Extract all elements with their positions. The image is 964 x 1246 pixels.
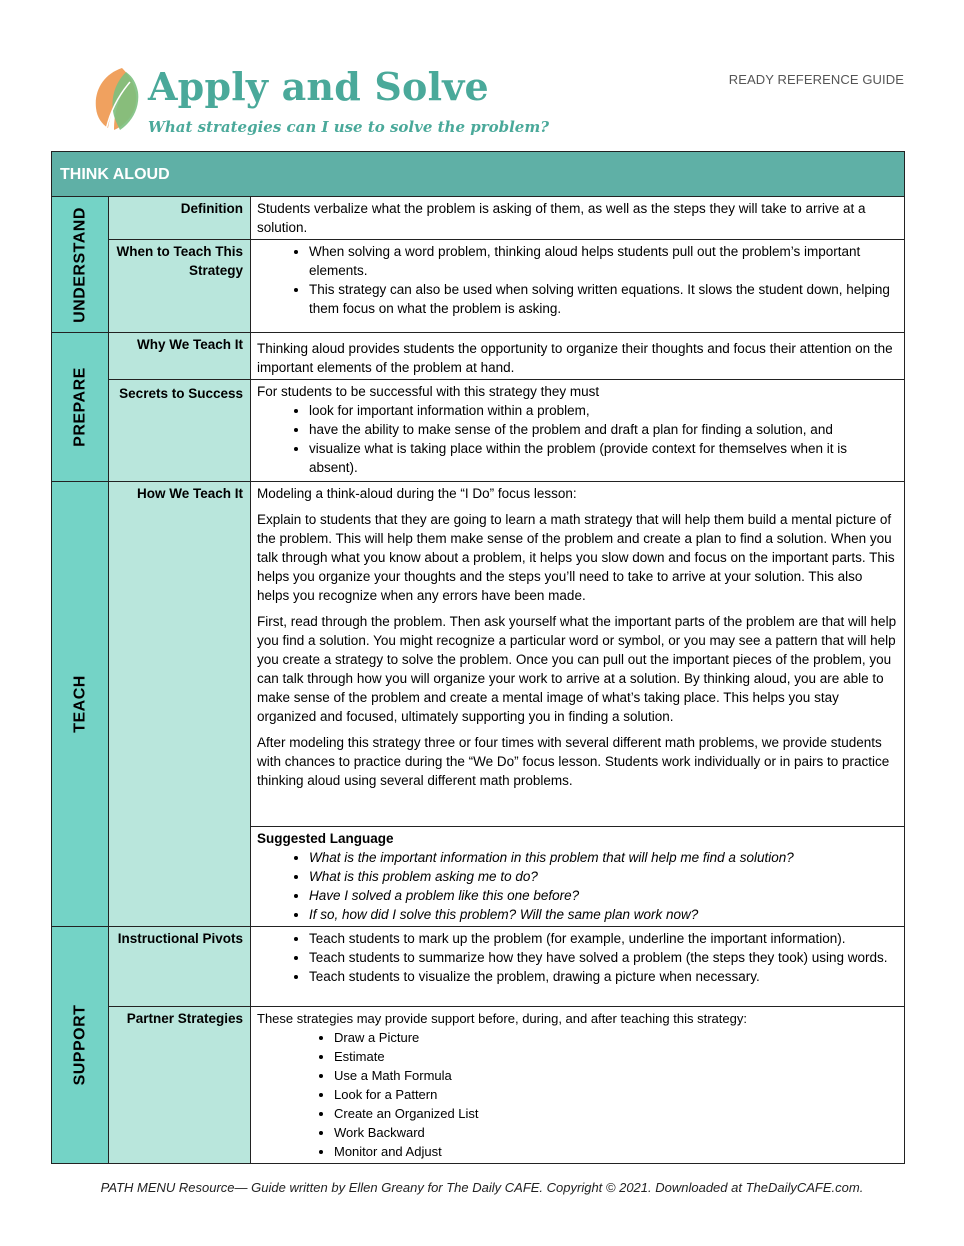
pivots-content (251, 927, 905, 1007)
list-item: • When solving a word problem, thinking aloud helps students pull out the problem’s important elements. (309, 242, 898, 280)
guide-label: READY REFERENCE GUIDE (728, 72, 904, 87)
partners-content (251, 1007, 905, 1164)
partners-intro: These strategies may provide support before, during, and after teaching this strategy: (257, 1011, 747, 1026)
leaf-logo-icon (92, 66, 140, 132)
section-label: SUPPORT (71, 1004, 89, 1086)
strategy-table (51, 151, 905, 1164)
row-label-secrets: Secrets to Success (109, 380, 251, 482)
list-item: • Look for a Pattern (334, 1085, 898, 1104)
row-label-pivots: Instructional Pivots (109, 927, 251, 1007)
paragraph: Modeling a think-aloud during the “I Do” focus lesson: (257, 486, 577, 501)
row-label-how-we-teach: How We Teach It (109, 482, 251, 927)
list-item: • visualize what is taking place within the problem (provide context for themselves when it is absent). (309, 439, 898, 477)
secrets-content (251, 380, 905, 482)
footer-text: PATH MENU Resource— Guide written by Ellen Greany for The Daily CAFE. Copyright © 2021. Downloaded at TheDailyCAFE.com. (100, 1180, 864, 1195)
row-label-when-to-teach: When to Teach This Strategy (109, 240, 251, 333)
secrets-intro: For students to be successful with this strategy they must (257, 384, 600, 399)
row-label-partners: Partner Strategies (109, 1007, 251, 1164)
list-item: • Work Backward (334, 1123, 898, 1142)
table-heading: THINK ALOUD (52, 152, 905, 197)
why-we-teach-text: Thinking aloud provides students the opportunity to organize their thoughts and focus their attention on the important elements of the problem at hand. (251, 333, 905, 380)
paragraph: After modeling this strategy three or four times with several different math problems, we provide students with chances to practice during the “We Do” focus lesson. Students work individually or in pairs to practice thinking aloud using several different math problems. (257, 735, 890, 788)
list-item: • look for important information within a problem, (309, 401, 898, 420)
section-label: TEACH (71, 675, 89, 733)
list-item: • Create an Organized List (334, 1104, 898, 1123)
list-item: • What is this problem asking me to do? (309, 867, 898, 886)
list-item: • Have I solved a problem like this one before? (309, 886, 898, 905)
section-prepare (52, 333, 109, 482)
list-item: • have the ability to make sense of the problem and draft a plan for finding a solution, and (309, 420, 898, 439)
section-understand (52, 197, 109, 333)
list-item: • If so, how did I solve this problem? Will the same plan work now? (309, 905, 898, 924)
how-we-teach-content (251, 482, 905, 827)
section-support (52, 927, 109, 1164)
page-subtitle: What strategies can I use to solve the problem? (148, 118, 549, 136)
page-title: Apply and Solve (148, 64, 489, 109)
section-label: PREPARE (71, 367, 89, 447)
list-item: • Estimate (334, 1047, 898, 1066)
paragraph: Explain to students that they are going to learn a math strategy that will help them build a mental picture of the problem. This will help them make sense of the problem and create a plan to find a solution. When you talk through what you know about a problem, it helps you slow down and focus on the important parts. This helps you organize your thoughts and the steps you’ll need to take to arrive at your solution. This also helps you recognize when any errors have been made. (257, 512, 895, 603)
definition-text: Students verbalize what the problem is asking of them, as well as the steps they will take to arrive at a solution. (251, 197, 905, 240)
when-to-teach-content (251, 240, 905, 333)
list-item: • Teach students to visualize the problem, drawing a picture when necessary. (309, 967, 898, 986)
list-item: • Draw a Picture (334, 1028, 898, 1047)
row-label-why-we-teach: Why We Teach It (109, 333, 251, 380)
list-item: • Monitor and Adjust (334, 1142, 898, 1161)
section-teach (52, 482, 109, 927)
suggested-language-content (251, 827, 905, 927)
paragraph: First, read through the problem. Then ask yourself what the important parts of the problem are that will help you find a solution. You might recognize a particular word or symbol, or you may see a pattern that will help you create a strategy to solve the problem. Once you can pull out the important pieces of the problem, you can talk through how you will organize your work to arrive at a solution. By thinking aloud, you are able to make sense of the problem and create a mental image of what’s taking place. This helps you stay organized and focused, ultimately supporting you in finding a solution. (257, 614, 897, 724)
list-item: • What is the important information in this problem that will help me find a solution? (309, 848, 898, 867)
list-item: • Use a Math Formula (334, 1066, 898, 1085)
section-label: UNDERSTAND (71, 206, 89, 323)
list-item: • Teach students to summarize how they have solved a problem (the steps they took) using words. (309, 948, 898, 967)
suggested-language-title: Suggested Language (257, 831, 394, 846)
list-item: • Teach students to mark up the problem (for example, underline the important information). (309, 929, 898, 948)
row-label-definition: Definition (109, 197, 251, 240)
list-item: • This strategy can also be used when solving written equations. It slows the student down, helping them focus on what the problem is asking. (309, 280, 898, 318)
